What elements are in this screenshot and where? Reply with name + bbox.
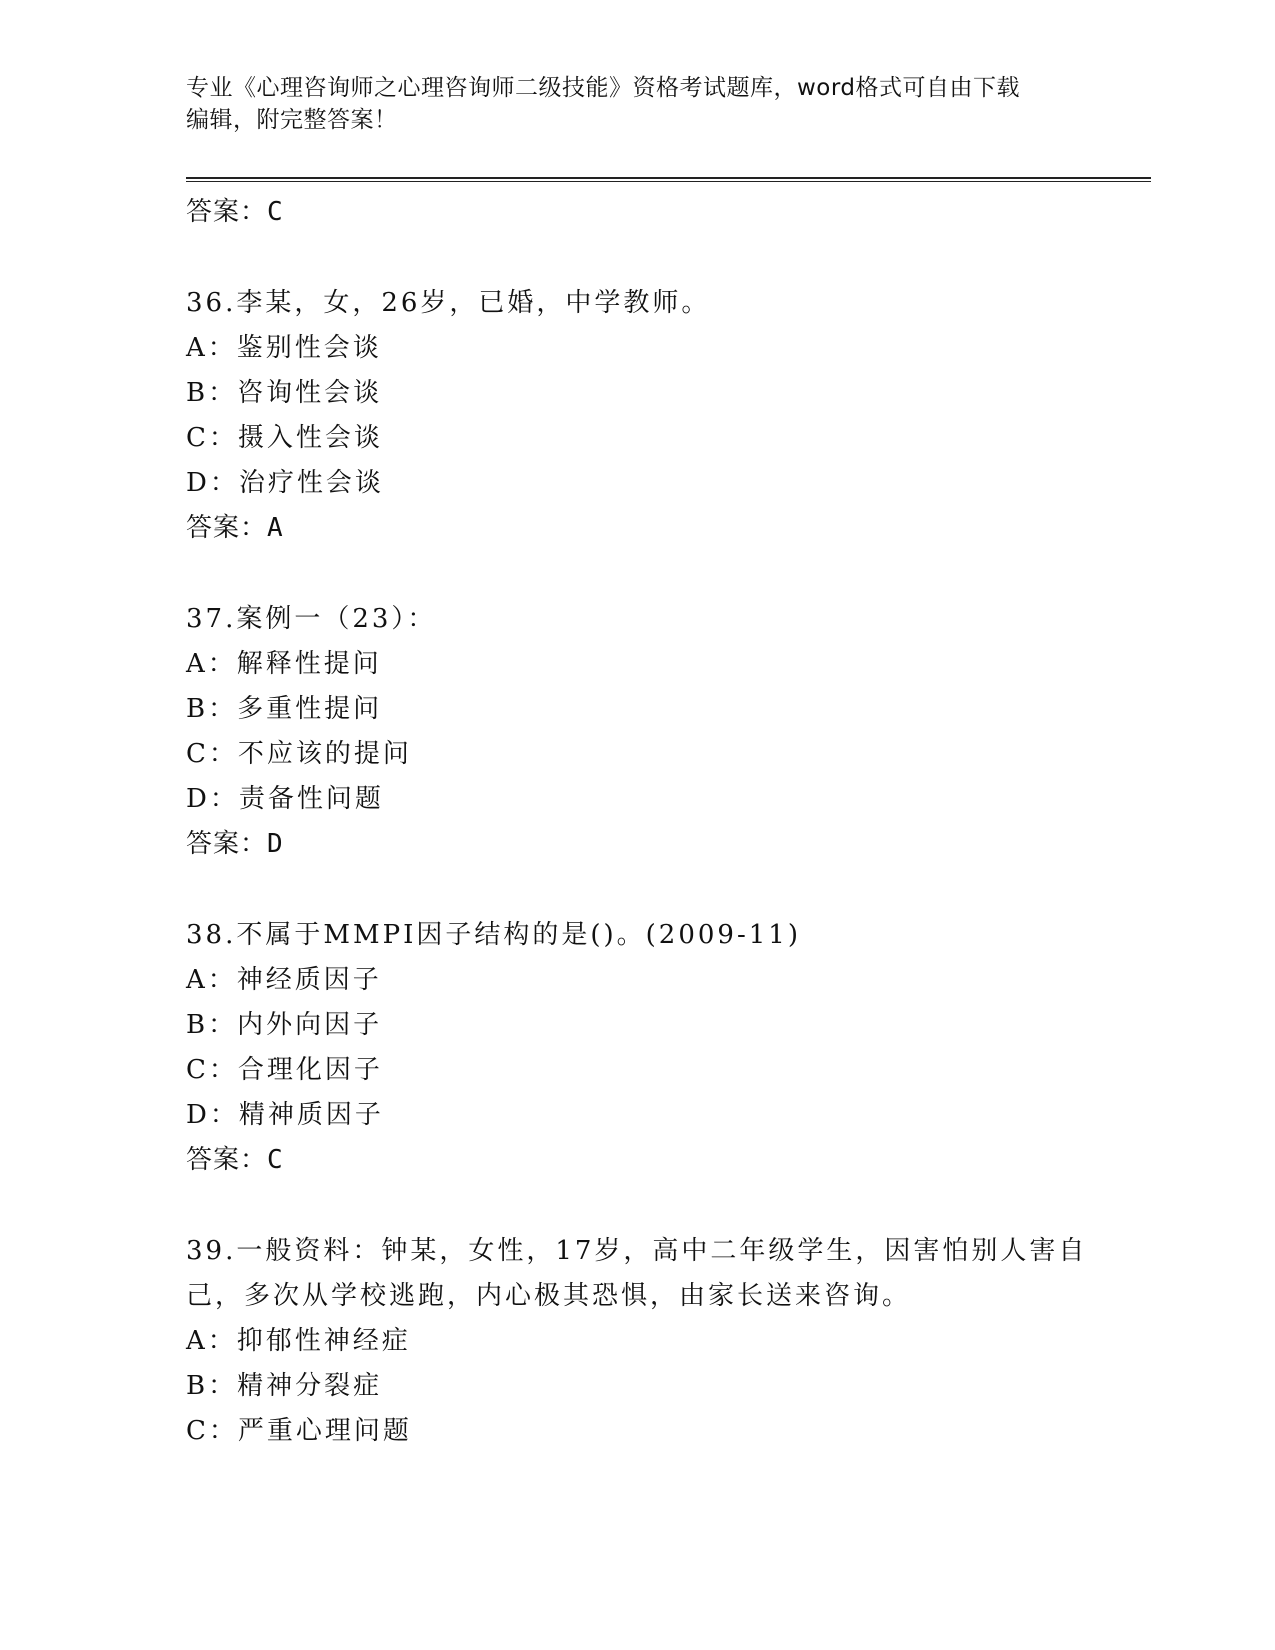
option-c: C：合理化因子 (186, 1055, 383, 1085)
answer-line (186, 190, 1086, 235)
option-b: B：多重性提问 (186, 694, 383, 724)
question-37 (186, 597, 1086, 867)
header-divider (186, 177, 1151, 179)
question-stem-line-2: 己，多次从学校逃跑，内心极其恐惧，由家长送来咨询。 (186, 1281, 912, 1311)
option-c: C：摄入性会谈 (186, 423, 383, 453)
answer-value: A (267, 513, 284, 543)
answer-value: C (267, 1145, 284, 1175)
option-a: A：神经质因子 (186, 965, 382, 995)
question-stem: 36.李某，女，26岁，已婚，中学教师。 (186, 288, 711, 318)
header-line-1: 专业《心理咨询师之心理咨询师二级技能》资格考试题库，word格式可自由下载 (186, 75, 1021, 101)
question-38 (186, 913, 1086, 1183)
question-stem: 38.不属于MMPI因子结构的是()。(2009-11) (186, 920, 801, 950)
header-line-2: 编辑，附完整答案！ (186, 107, 398, 133)
question-39 (186, 1229, 1086, 1454)
answer-label: 答案： (186, 829, 268, 859)
answer-line (186, 1138, 1086, 1183)
header-divider-thin (186, 181, 1151, 182)
option-d: D：精神质因子 (186, 1100, 384, 1130)
answer-label: 答案： (186, 197, 268, 227)
option-b: B：咨询性会谈 (186, 378, 383, 408)
option-a: A：抑郁性神经症 (186, 1326, 411, 1356)
option-c: C：不应该的提问 (186, 739, 412, 769)
option-a: A：解释性提问 (186, 649, 382, 679)
question-list (186, 190, 1086, 1454)
answer-label: 答案： (186, 1145, 268, 1175)
option-a: A：鉴别性会谈 (186, 333, 382, 363)
question-36 (186, 281, 1086, 551)
answer-value: C (267, 197, 284, 227)
answer-label: 答案： (186, 513, 268, 543)
option-b: B：精神分裂症 (186, 1371, 383, 1401)
option-c: C：严重心理问题 (186, 1416, 412, 1446)
document-header (186, 72, 1066, 136)
question-stem-line-1: 39.一般资料：钟某，女性，17岁，高中二年级学生，因害怕别人害自 (186, 1236, 1088, 1266)
answer-value: D (267, 829, 284, 859)
option-d: D：责备性问题 (186, 784, 384, 814)
answer-line (186, 506, 1086, 551)
answer-line (186, 822, 1086, 867)
option-d: D：治疗性会谈 (186, 468, 384, 498)
option-b: B：内外向因子 (186, 1010, 383, 1040)
question-stem: 37.案例一（23）： (186, 604, 437, 634)
